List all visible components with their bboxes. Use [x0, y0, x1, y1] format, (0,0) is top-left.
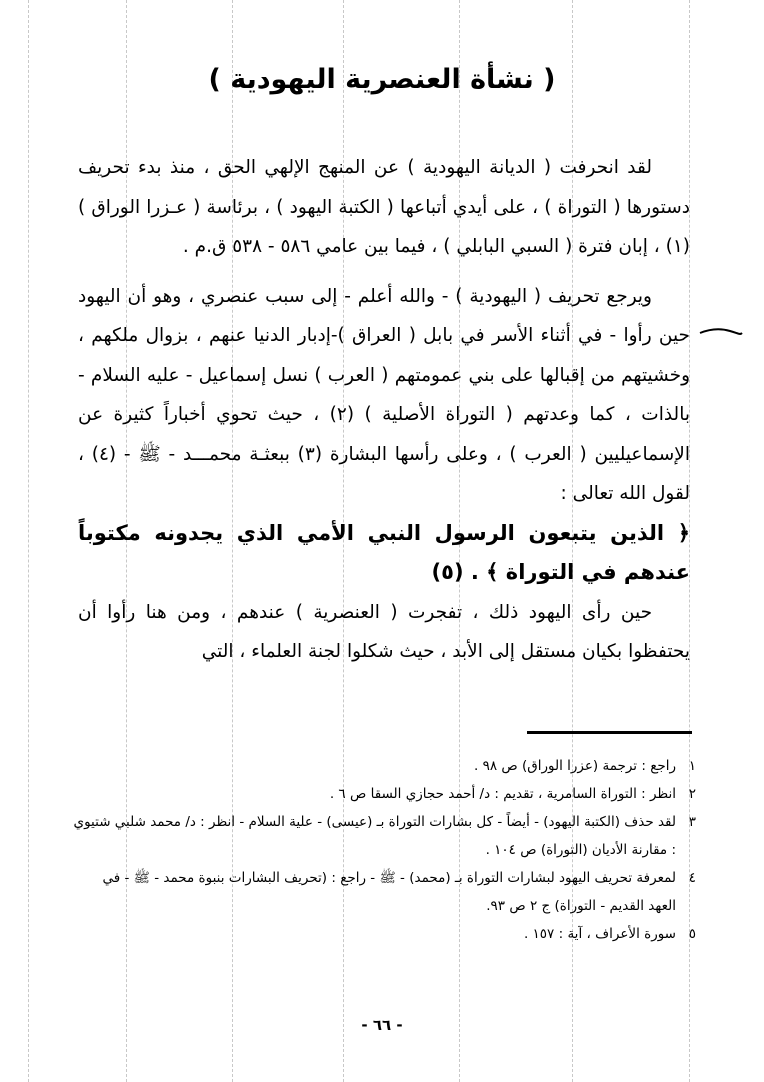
footnote-text: سورة الأعراف ، آية : ١٥٧ . — [523, 926, 676, 942]
scan-guide-line — [28, 0, 29, 1082]
chapter-title: ( نشأة العنصرية اليهودية ) — [208, 64, 556, 95]
footnote-text: لقد حذف (الكتبة اليهود) - أيضاً - كل بشارات التوراة بـ (عيسى) - علية السلام - انظر : د/ محمد شلبي شتيوي : مقارنة الأديان (التوراة) ص ١٠٤ . — [73, 814, 676, 858]
margin-pen-mark-icon — [698, 325, 744, 339]
footnote-text: انظر : التوراة السامرية ، تقديم : د/ أحمد حجازي السقا ص ٦ . — [329, 786, 676, 802]
footnote — [72, 808, 696, 864]
footnote-divider — [527, 731, 692, 734]
footnote-number: ٥ — [688, 926, 696, 942]
footnote — [72, 780, 696, 808]
quran-verse: ﴿ الذين يتبعون الرسول النبي الأمي الذي يجدونه مكتوباً عندهم في التوراة ﴾ . (٥) — [78, 520, 690, 584]
footnote-number: ٣ — [688, 814, 696, 830]
main-text — [78, 148, 690, 672]
paragraph: ويرجع تحريف ( اليهودية ) - والله أعلم - إلى سبب عنصري ، وهو أن اليهود حين رأوا - في أثناء الأسر في بابل ( العراق )-إدبار الدنيا عنهم ، بزوال ملكهم ، وخشيتهم من إقبالها على بني عمومتهم ( العرب ) نسل إسماعيل - عليه السلام - بالذات ، كما وعدتهم ( التوراة الأصلية ) (٢) ، حيث تحوي أخباراً كثيرة عن الإسماعيليين ( العرب ) ، وعلى رأسها البشارة (٣) ببعثـة محمـــد - ﷺ - (٤) ، لقول الله تعالى : — [78, 285, 690, 504]
paragraph: لقد انحرفت ( الديانة اليهودية ) عن المنهج الإلهي الحق ، منذ بدء تحريف دستورها ( التوراة ) ، على أيدي أتباعها ( الكتبة اليهود ) ، برئاسة ( عـزرا الوراق ) (١) ، إبان فترة ( السبي البابلي ) ، فيما بين عامي ٥٨٦ - ٥٣٨ ق.م . — [78, 157, 690, 257]
footnote-number: ٤ — [688, 870, 696, 886]
footnote — [72, 864, 696, 920]
footnote-text: راجع : ترجمة (عزرا الوراق) ص ٩٨ . — [473, 758, 676, 774]
paragraph: حين رأى اليهود ذلك ، تفجرت ( العنصرية ) عندهم ، ومن هنا رأوا أن يحتفظوا بكيان مستقل إلى الأبد ، حيث شكلوا لجنة العلماء ، التي — [78, 601, 690, 662]
footnote — [72, 752, 696, 780]
footnote-text: لمعرفة تحريف اليهود لبشارات التوراة بـ (محمد) - ﷺ - راجع : (تحريف البشارات بنبوة محمد - ﷺ - في العهد القديم - التوراة) ج ٢ ص ٩٣. — [102, 870, 676, 914]
footnotes — [72, 752, 696, 948]
footnote — [72, 920, 696, 948]
footnote-number: ٢ — [688, 786, 696, 802]
page-number: - ٦٦ - — [361, 1016, 403, 1034]
footnote-number: ١ — [688, 758, 696, 774]
